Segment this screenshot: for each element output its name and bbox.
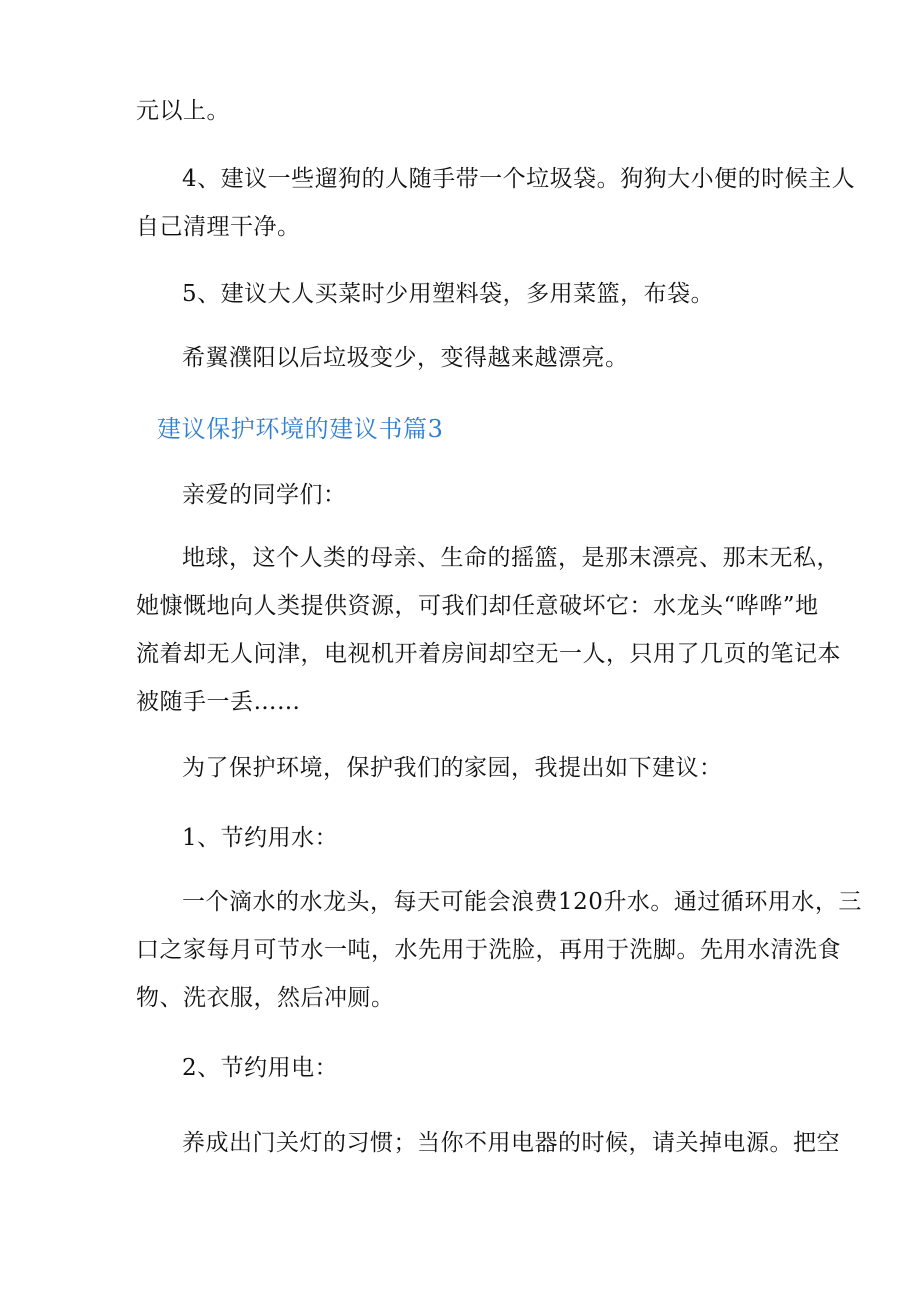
list-item-heading: 2、节约用电：: [182, 1055, 339, 1081]
salutation: 亲爱的同学们：: [182, 482, 347, 508]
paragraph-line: 4、建议一些遛狗的人随手带一个垃圾袋。狗狗大小便的时候主人: [182, 166, 856, 192]
paragraph-line: 为了保护环境，保护我们的家园，我提出如下建议：: [182, 755, 723, 781]
paragraph-line: 流着却无人问津，电视机开着房间却空无一人，只用了几页的笔记本: [136, 641, 841, 667]
paragraph-line: 物、洗衣服，然后冲厕。: [136, 985, 395, 1011]
paragraph-line: 口之家每月可节水一吨，水先用于洗脸，再用于洗脚。先用水清洗食: [136, 937, 841, 963]
paragraph-line: 养成出门关灯的习惯；当你不用电器的时候，请关掉电源。把空: [182, 1130, 840, 1156]
list-item-heading: 1、节约用水：: [182, 825, 339, 851]
paragraph-line: 5、建议大人买菜时少用塑料袋，多用菜篮，布袋。: [182, 281, 715, 307]
paragraph-line: 希翼濮阳以后垃圾变少，变得越来越漂亮。: [182, 345, 629, 371]
paragraph-line: 一个滴水的水龙头，每天可能会浪费120升水。通过循环用水，三: [182, 889, 862, 915]
paragraph-line: 她慷慨地向人类提供资源，可我们却任意破坏它：水龙头“哗哗”地: [136, 593, 819, 619]
paragraph-line: 自己清理干净。: [136, 214, 301, 240]
paragraph-line: 元以上。: [136, 98, 230, 124]
section-heading: 建议保护环境的建议书篇3: [157, 415, 444, 443]
paragraph-line: 被随手一丢……: [136, 689, 301, 715]
paragraph-line: 地球，这个人类的母亲、生命的摇篮，是那末漂亮、那末无私，: [182, 545, 840, 571]
